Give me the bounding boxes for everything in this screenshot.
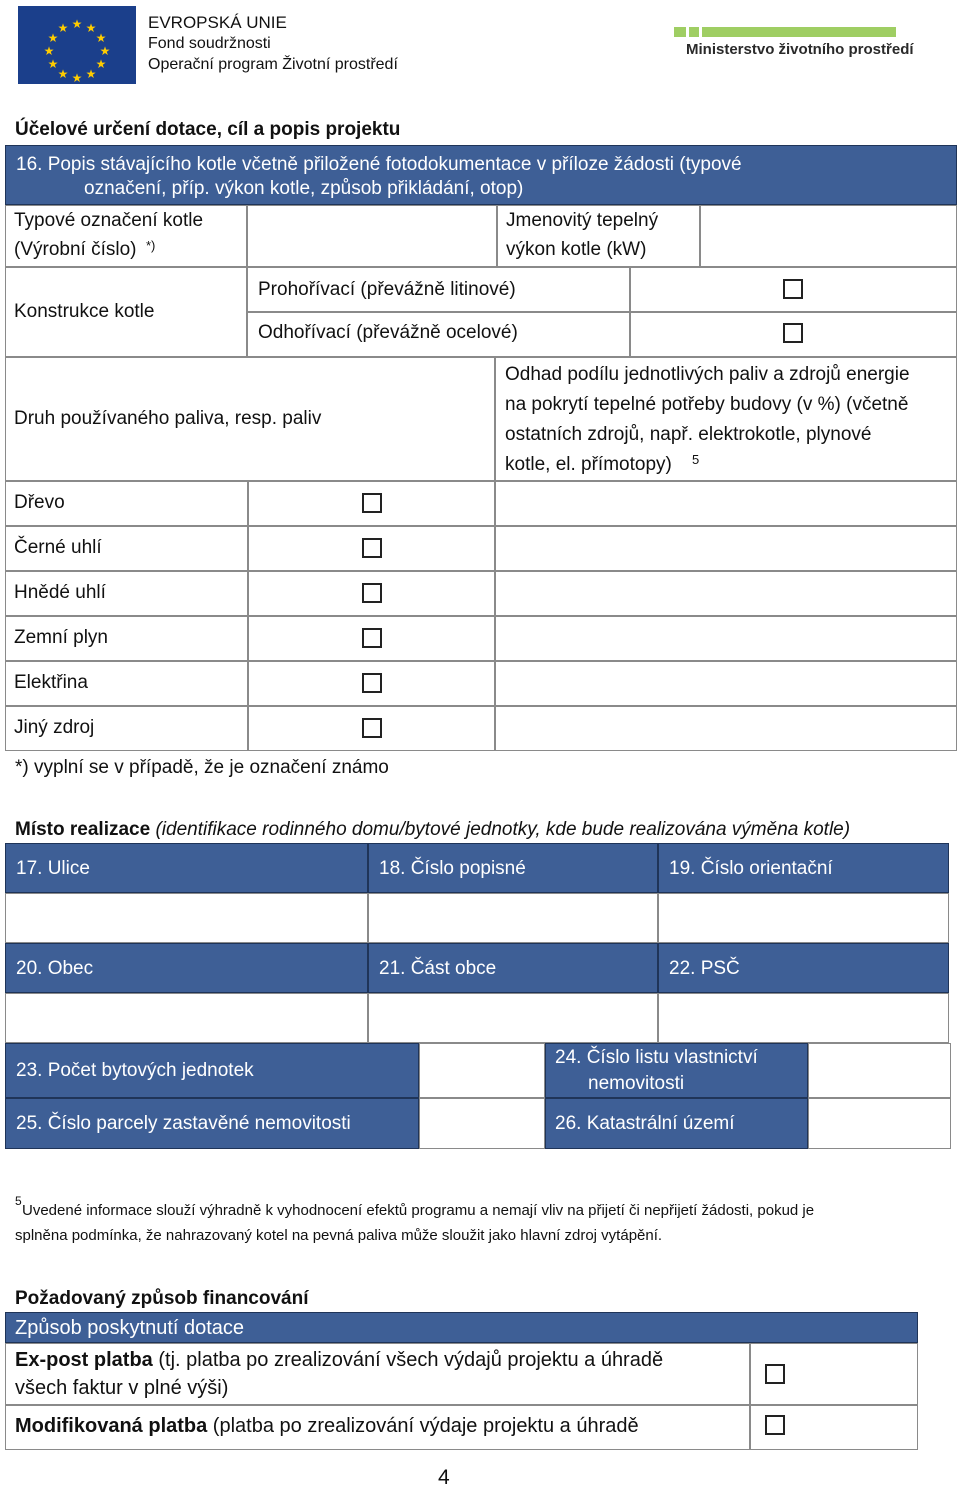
fuel-row-name (5, 571, 248, 616)
field-22-label: 22. PSČ (669, 958, 740, 979)
eu-stars-icon (18, 6, 136, 84)
postal-code-input[interactable] (658, 993, 949, 1043)
fuel-row-check (248, 706, 495, 751)
svg-text:★: ★ (43, 44, 55, 58)
financing-table-header (5, 1312, 918, 1343)
fuel-checkbox[interactable] (362, 493, 382, 513)
q16-line2: označení, příp. výkon kotle, způsob přikládání, otop) (84, 178, 524, 199)
field-24-label-l2: nemovitosti (588, 1073, 685, 1094)
financing-opt2-box (750, 1405, 918, 1450)
identifier-footnote: *) vyplní se v případě, že je označení známo (15, 757, 389, 778)
field-24-header (545, 1043, 808, 1098)
eu-fund: Fond soudržnosti (148, 35, 271, 52)
svg-text:★: ★ (85, 21, 97, 35)
footnote5-sup: 5 (15, 1194, 22, 1208)
fuel-label: Druh používaného paliva, resp. paliv (14, 408, 322, 429)
fuel-share-input[interactable] (495, 616, 957, 661)
fuel-row-check (248, 571, 495, 616)
fuel-row-name (5, 481, 248, 526)
field-21-header (368, 943, 658, 993)
fuel-share-input[interactable] (495, 571, 957, 616)
svg-text:★: ★ (47, 31, 59, 45)
financing-opt1-cell (5, 1343, 750, 1405)
type-label-l1: Typové označení kotle (14, 210, 204, 231)
field-19-label: 19. Číslo orientační (669, 858, 833, 879)
fuel-name: Černé uhlí (14, 537, 102, 558)
field-17-header (5, 843, 368, 893)
estimate-sup: 5 (692, 452, 700, 467)
svg-text:★: ★ (99, 44, 111, 58)
svg-text:★: ★ (95, 57, 107, 71)
fuel-name: Jiný zdroj (14, 717, 95, 738)
financing-opt2-cell (5, 1405, 750, 1450)
section-title-financing: Požadovaný způsob financování (15, 1288, 309, 1309)
estimate-l3: ostatních zdrojů, např. elektrokotle, plynové (505, 424, 872, 445)
field-18-header (368, 843, 658, 893)
financing-opt2-line1 (15, 1414, 639, 1438)
municipality-part-input[interactable] (368, 993, 658, 1043)
svg-text:★: ★ (47, 57, 59, 71)
type-label-sup: *) (146, 238, 156, 253)
svg-text:★: ★ (57, 21, 69, 35)
fuel-label-cell (5, 357, 495, 481)
estimate-l4: kotle, el. přímotopy) (505, 454, 672, 475)
financing-opt2-bold: Modifikovaná platba (15, 1415, 208, 1437)
fuel-name: Zemní plyn (14, 627, 108, 648)
construction-label: Konstrukce kotle (14, 301, 155, 322)
location-title-bold: Místo realizace (15, 819, 151, 840)
svg-text:★: ★ (71, 71, 83, 84)
footnote5-line1: Uvedené informace slouží výhradně k vyhodnocení efektů programu a nemají vliv na přijetí či nepřijetí žádosti, pokud je (22, 1202, 815, 1219)
fuel-checkbox[interactable] (362, 628, 382, 648)
power-label-cell (497, 205, 700, 267)
field-26-header (545, 1098, 808, 1149)
field-20-header (5, 943, 368, 993)
fuel-row-name (5, 706, 248, 751)
eu-program: Operační program Životní prostředí (148, 56, 398, 73)
field-18-label: 18. Číslo popisné (379, 858, 526, 879)
financing-opt1-rest: (tj. platba po zrealizování všech výdajů projektu a úhradě (152, 1349, 664, 1371)
fuel-row-check (248, 526, 495, 571)
construction-opt2-box (630, 312, 957, 357)
eu-logo (18, 6, 136, 84)
financing-opt1-bold: Ex-post platba (15, 1349, 153, 1371)
fuel-share-input[interactable] (495, 661, 957, 706)
cadastral-area-input[interactable] (808, 1098, 951, 1149)
construction-opt1: Prohořívací (převážně litinové) (258, 279, 516, 300)
field-19-header (658, 843, 949, 893)
financing-opt1-box (750, 1343, 918, 1405)
fuel-row-check (248, 481, 495, 526)
fuel-name: Dřevo (14, 492, 65, 513)
field-20-label: 20. Obec (16, 958, 94, 979)
field-22-header (658, 943, 949, 993)
municipality-input[interactable] (5, 993, 368, 1043)
svg-text:★: ★ (95, 31, 107, 45)
fuel-row-check (248, 661, 495, 706)
fuel-row-check (248, 616, 495, 661)
fuel-row-name (5, 661, 248, 706)
financing-opt1-line1 (15, 1348, 663, 1372)
type-label-cell (5, 205, 247, 267)
fuel-checkbox[interactable] (362, 538, 382, 558)
parcel-number-input[interactable] (419, 1098, 545, 1149)
svg-text:★: ★ (71, 17, 83, 31)
field-25-header (5, 1098, 419, 1149)
field-23-label: 23. Počet bytových jednotek (16, 1060, 254, 1081)
svg-text:★: ★ (85, 67, 97, 81)
field-26-label: 26. Katastrální území (555, 1113, 735, 1134)
fuel-share-input[interactable] (495, 706, 957, 751)
construction-opt2: Odhořívací (převážně ocelové) (258, 322, 518, 343)
field-25-label: 25. Číslo parcely zastavěné nemovitosti (16, 1113, 351, 1134)
q16-header (5, 145, 957, 205)
type-input[interactable] (247, 205, 497, 267)
fuel-checkbox[interactable] (362, 583, 382, 603)
eu-title: EVROPSKÁ UNIE (148, 13, 287, 32)
fuel-share-input[interactable] (495, 526, 957, 571)
fuel-name: Hnědé uhlí (14, 582, 106, 603)
svg-text:★: ★ (57, 67, 69, 81)
fuel-row-name (5, 616, 248, 661)
power-label-l2: výkon kotle (kW) (506, 239, 647, 260)
power-input[interactable] (700, 205, 957, 267)
financing-opt2-rest: (platba po zrealizování výdaje projektu a úhradě (207, 1415, 639, 1437)
power-label-l1: Jmenovitý tepelný (506, 210, 659, 231)
ministry-logo-bar (674, 27, 896, 37)
street-input[interactable] (5, 893, 368, 943)
construction-opt1-box (630, 267, 957, 312)
page-number: 4 (438, 1466, 450, 1487)
field-17-label: 17. Ulice (16, 858, 90, 879)
location-title-italic: (identifikace rodinného domu/bytové jednotky, kde bude realizována výměna kotle) (155, 819, 851, 840)
fuel-checkbox[interactable] (362, 718, 382, 738)
fuel-share-input[interactable] (495, 481, 957, 526)
type-label-l2: (Výrobní číslo) (14, 239, 137, 260)
units-count-input[interactable] (419, 1043, 545, 1098)
section-title-location (15, 818, 850, 842)
field-23-header (5, 1043, 419, 1098)
field-24-label-l1: 24. Číslo listu vlastnictví (555, 1047, 758, 1068)
footnote5-line2: splněna podmínka, že nahrazovaný kotel na pevná paliva může sloužit jako hlavní zdroj vytápění. (15, 1227, 663, 1244)
financing-header-label: Způsob poskytnutí dotace (15, 1317, 245, 1339)
orientation-number-input[interactable] (658, 893, 949, 943)
financing-opt1-line2: všech faktur v plné výši) (15, 1377, 229, 1399)
construction-opt2-cell (247, 312, 630, 357)
construction-opt1-checkbox[interactable] (783, 279, 803, 299)
construction-opt2-checkbox[interactable] (783, 323, 803, 343)
construction-opt1-cell (247, 267, 630, 312)
fuel-checkbox[interactable] (362, 673, 382, 693)
estimate-l2: na pokrytí tepelné potřeby budovy (v %) (včetně (505, 394, 909, 415)
estimate-l1: Odhad podílu jednotlivých paliv a zdrojů energie (505, 364, 910, 385)
fuel-name: Elektřina (14, 672, 88, 693)
financing-opt1-checkbox[interactable] (765, 1364, 785, 1384)
construction-label-cell (5, 267, 247, 357)
section-title-purpose: Účelové určení dotace, cíl a popis projektu (15, 119, 401, 140)
field-21-label: 21. Část obce (379, 958, 497, 979)
financing-opt2-checkbox[interactable] (765, 1415, 785, 1435)
fuel-row-name (5, 526, 248, 571)
ministry-name: Ministerstvo životního prostředí (686, 41, 914, 58)
ownership-sheet-input[interactable] (808, 1043, 951, 1098)
q16-line1: 16. Popis stávajícího kotle včetně přiložené fotodokumentace v příloze žádosti (typové (16, 154, 742, 175)
house-number-input[interactable] (368, 893, 658, 943)
estimate-label-cell (495, 357, 957, 481)
